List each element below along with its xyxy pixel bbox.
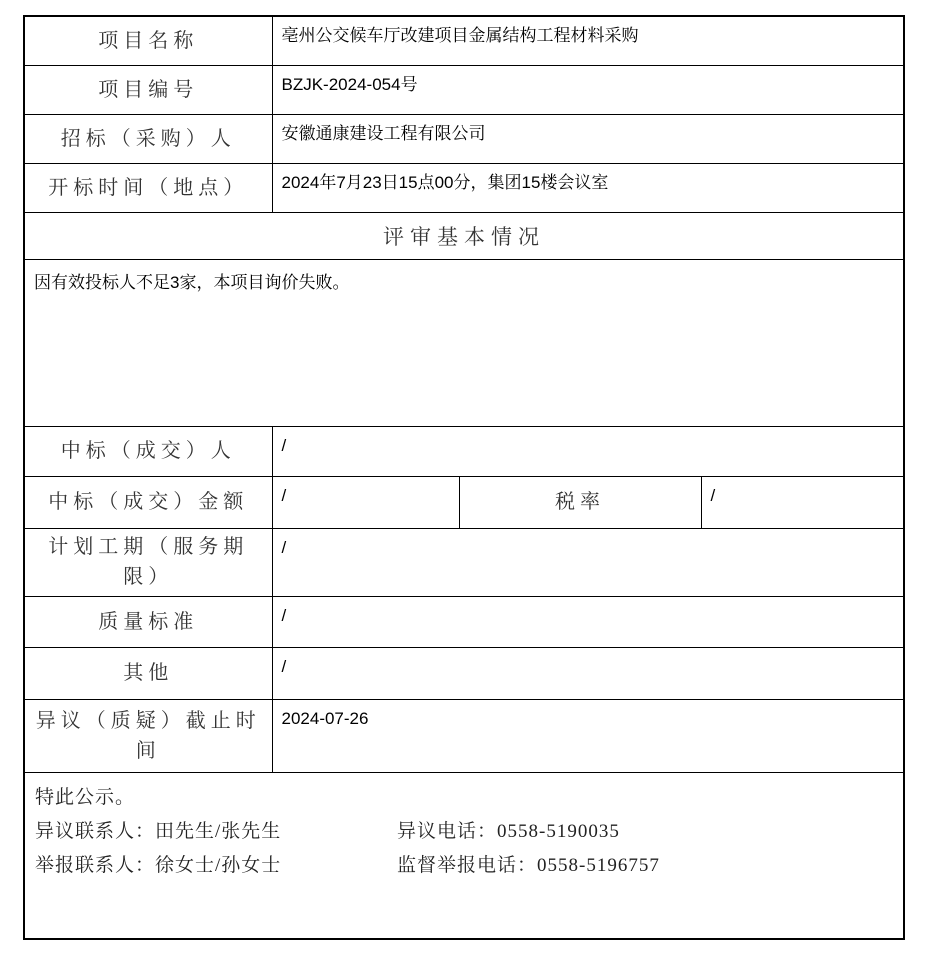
bid-opening-label: 开标时间（地点） <box>24 163 272 212</box>
tax-rate-label: 税率 <box>459 476 701 528</box>
project-name-value: 亳州公交候车厅改建项目金属结构工程材料采购 <box>272 16 904 65</box>
amount-value: / <box>272 476 459 528</box>
report-phone: 监督举报电话：0558-5196757 <box>397 854 660 876</box>
table-row <box>24 772 904 939</box>
amount-label: 中标（成交）金额 <box>24 476 272 528</box>
table-row <box>24 212 904 259</box>
objection-phone: 异议电话：0558-5190035 <box>397 820 620 842</box>
table-row <box>24 596 904 647</box>
objection-contact: 异议联系人：田先生/张先生 <box>35 820 282 842</box>
plan-period-value: / <box>272 528 904 596</box>
report-contact: 举报联系人：徐女士/孙女士 <box>35 854 282 876</box>
table-row <box>24 699 904 772</box>
objection-deadline-label: 异议（质疑）截止时间 <box>24 699 272 772</box>
announcement-table <box>23 15 905 940</box>
table-row <box>24 647 904 699</box>
section-header: 评审基本情况 <box>24 212 904 259</box>
table-row <box>24 65 904 114</box>
tenderer-value: 安徽通康建设工程有限公司 <box>272 114 904 163</box>
quality-standard-value: / <box>272 596 904 647</box>
table-row <box>24 163 904 212</box>
quality-standard-label: 质量标准 <box>24 596 272 647</box>
table-row <box>24 476 904 528</box>
table-row <box>24 259 904 426</box>
project-name-label: 项目名称 <box>24 16 272 65</box>
table-row <box>24 528 904 596</box>
tenderer-label: 招标（采购）人 <box>24 114 272 163</box>
footer-report-line <box>35 849 893 883</box>
footer-objection-line <box>35 815 893 849</box>
table-row <box>24 114 904 163</box>
tax-rate-value: / <box>701 476 904 528</box>
bid-opening-value: 2024年7月23日15点00分，集团15楼会议室 <box>272 163 904 212</box>
other-label: 其他 <box>24 647 272 699</box>
footer-notice: 特此公示。 <box>35 786 136 808</box>
objection-deadline-value: 2024-07-26 <box>272 699 904 772</box>
project-number-value: BZJK-2024-054号 <box>272 65 904 114</box>
winner-label: 中标（成交）人 <box>24 426 272 476</box>
footer-cell <box>24 772 904 939</box>
table-row <box>24 426 904 476</box>
review-result-text: 因有效投标人不足3家，本项目询价失败。 <box>24 259 904 426</box>
plan-period-label: 计划工期（服务期限） <box>24 528 272 596</box>
table-row <box>24 16 904 65</box>
winner-value: / <box>272 426 904 476</box>
project-number-label: 项目编号 <box>24 65 272 114</box>
other-value: / <box>272 647 904 699</box>
